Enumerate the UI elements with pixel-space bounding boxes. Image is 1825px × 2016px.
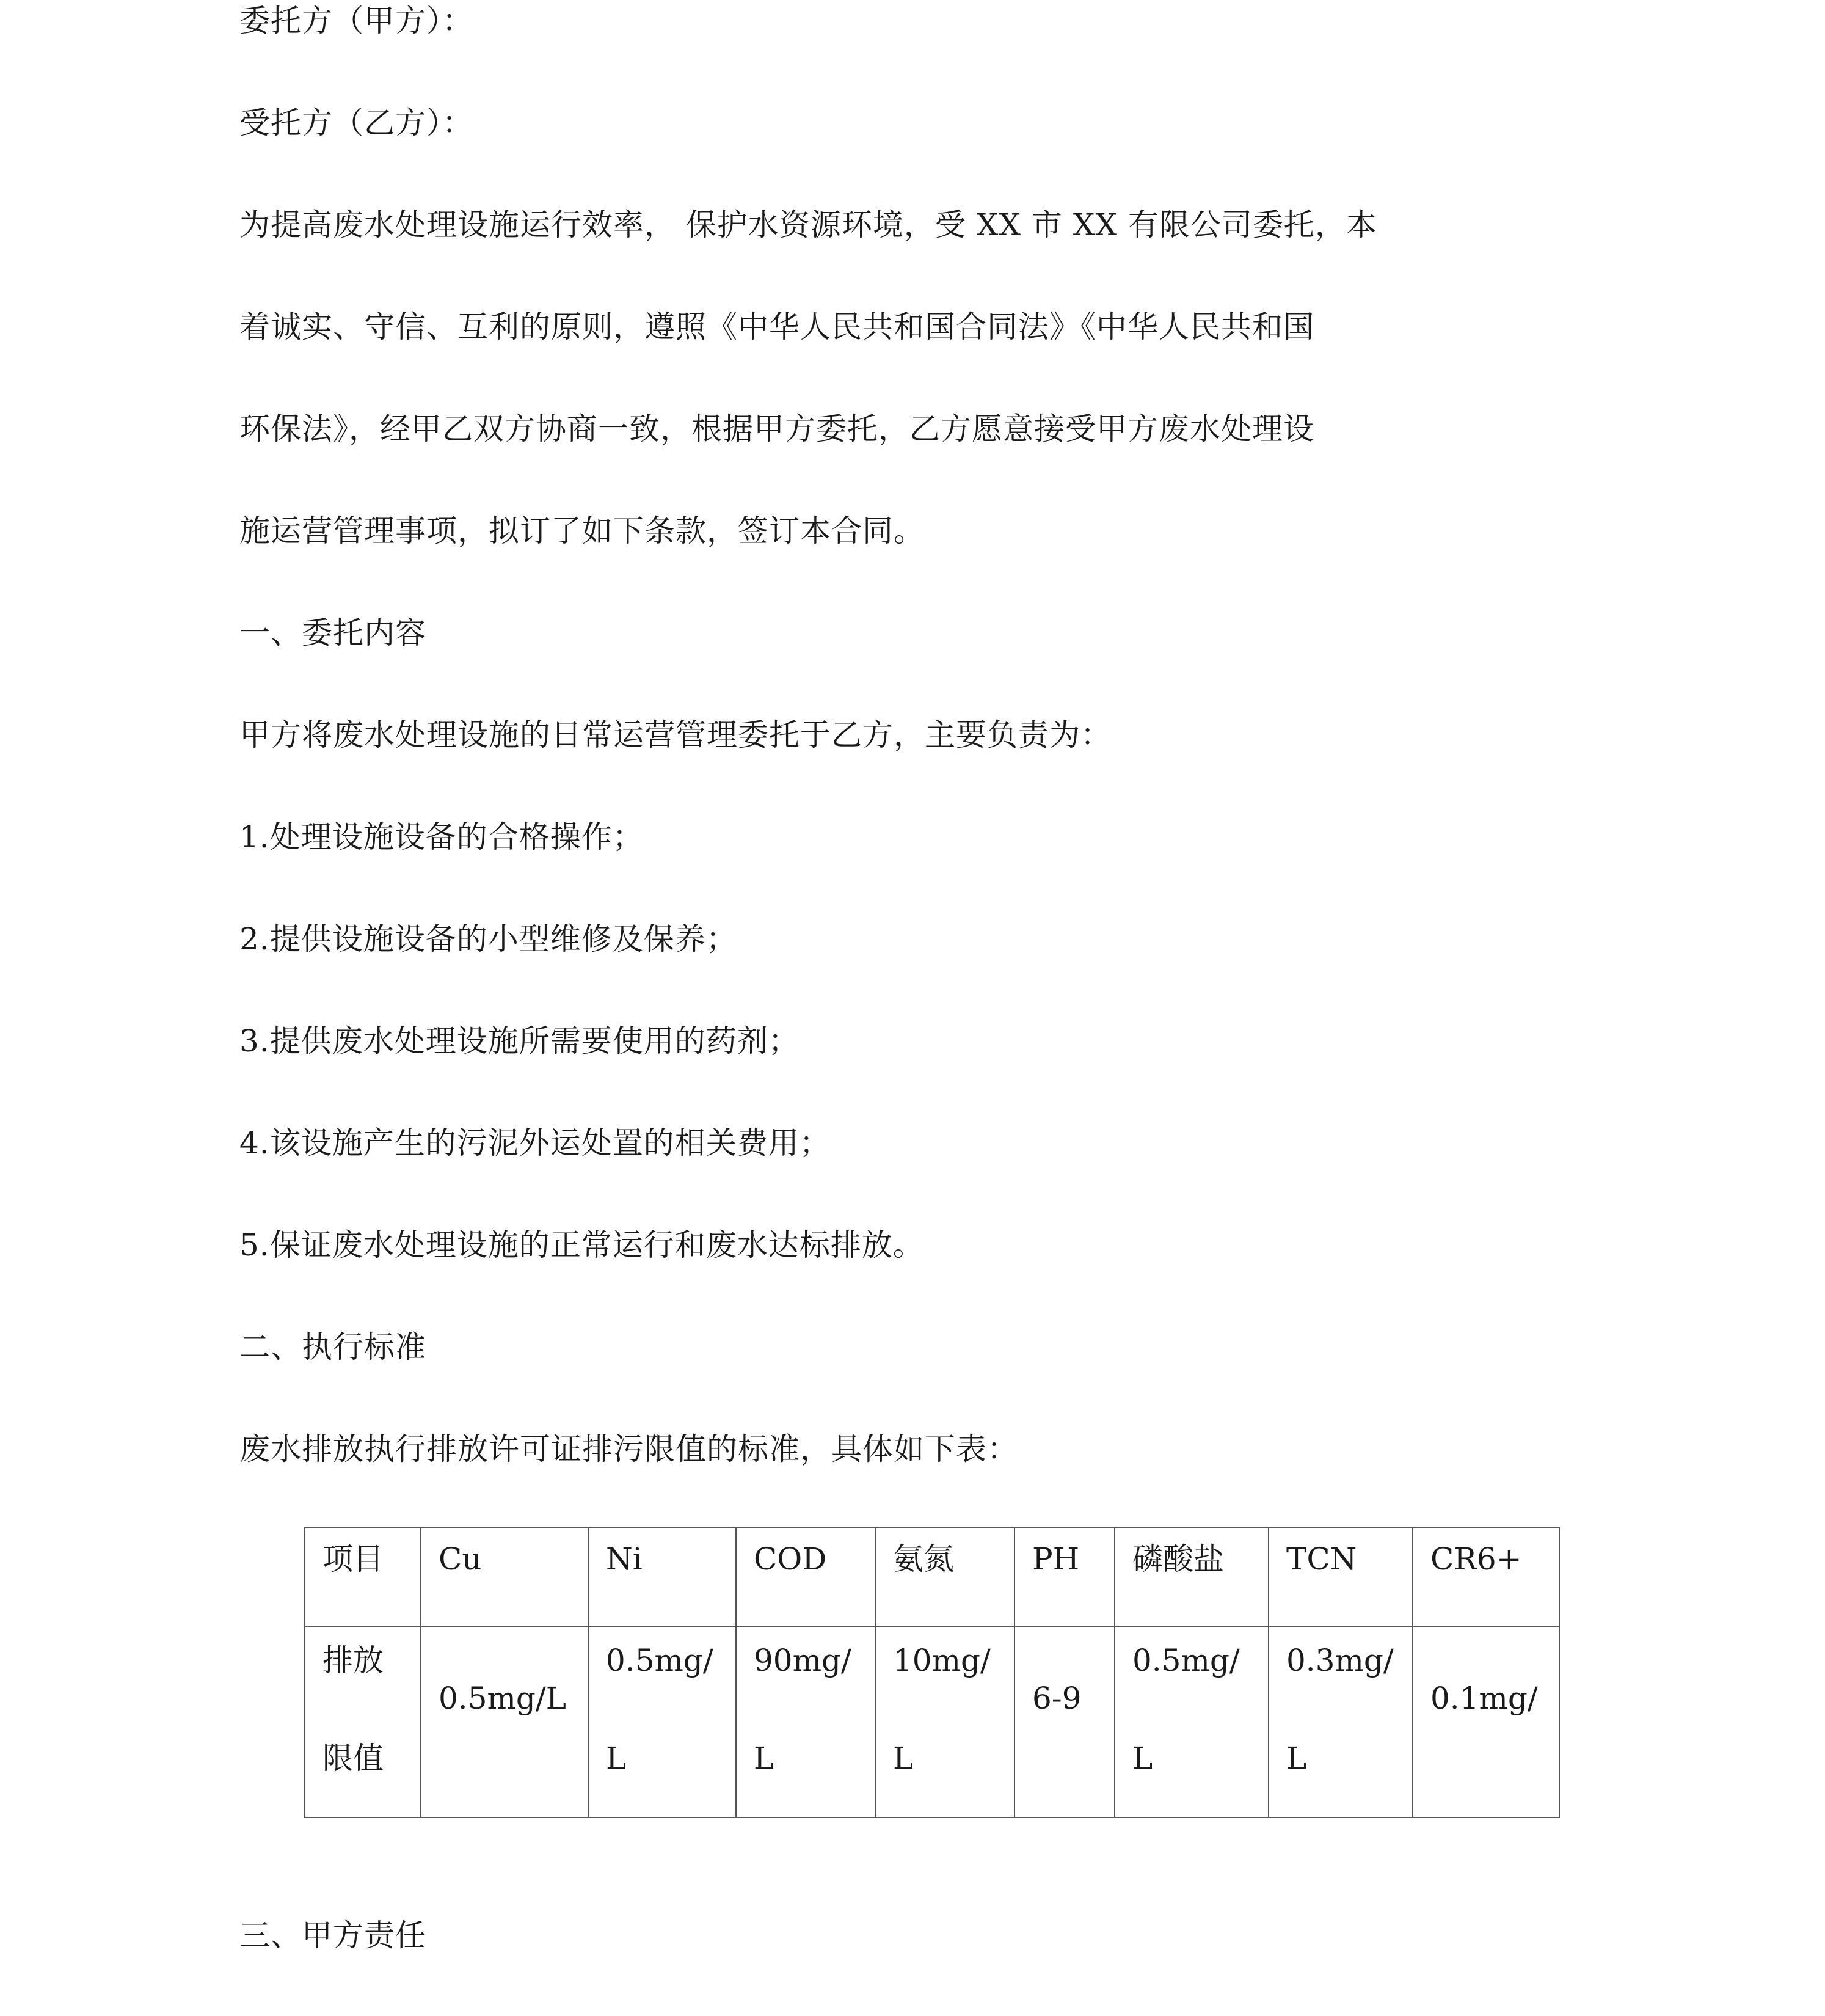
table-header-row xyxy=(305,1528,1559,1627)
emission-limits-table xyxy=(304,1527,1560,1818)
table-header-cell: 磷酸盐 xyxy=(1115,1528,1269,1627)
value-cell-phosphate: 0.5mg/ L xyxy=(1115,1627,1269,1817)
section1-item-2: 2.提供设施设备的小型维修及保养； xyxy=(239,921,737,957)
value-cell-cr6: 0.1mg/ xyxy=(1413,1627,1559,1817)
party-a-label: 委托方（甲方）： xyxy=(239,3,473,38)
intro-line-4: 施运营管理事项，拟订了如下条款，签订本合同。 xyxy=(239,513,925,549)
value-cell-ph: 6-9 xyxy=(1014,1627,1115,1817)
table-header-cell: Cu xyxy=(421,1528,588,1627)
intro-line-2: 着诚实、守信、互利的原则，遵照《中华人民共和国合同法》《中华人民共和国 xyxy=(239,309,1314,345)
value-cell-ammonia: 10mg/ L xyxy=(875,1627,1014,1817)
table-header-cell: Ni xyxy=(588,1528,736,1627)
section1-lead: 甲方将废水处理设施的日常运营管理委托于乙方，主要负责为： xyxy=(239,717,1112,753)
row-label-line-1: 排放 xyxy=(322,1643,384,1678)
table-header-cell: 氨氮 xyxy=(875,1528,1014,1627)
intro-line-1: 为提高废水处理设施运行效率， 保护水资源环境，受 XX 市 XX 有限公司委托，本 xyxy=(239,207,1377,243)
table-header-cell: COD xyxy=(736,1528,875,1627)
value-cell-cod: 90mg/ L xyxy=(736,1627,875,1817)
party-b-label: 受托方（乙方）： xyxy=(239,105,473,141)
table-header-cell: PH xyxy=(1014,1528,1115,1627)
section1-item-5: 5.保证废水处理设施的正常运行和废水达标排放。 xyxy=(239,1227,924,1263)
section1-item-3: 3.提供废水处理设施所需要使用的药剂； xyxy=(239,1023,800,1059)
section1-heading: 一、委托内容 xyxy=(239,615,426,651)
value-cell-cu: 0.5mg/L xyxy=(421,1627,588,1817)
table-row xyxy=(305,1627,1559,1817)
section1-item-1: 1.处理设施设备的合格操作； xyxy=(239,819,644,855)
section3-heading: 三、甲方责任 xyxy=(239,1918,426,1953)
section1-item-4: 4.该设施产生的污泥外运处置的相关费用； xyxy=(239,1125,831,1161)
value-cell-ni: 0.5mg/ L xyxy=(588,1627,736,1817)
intro-line-3: 环保法》，经甲乙双方协商一致，根据甲方委托，乙方愿意接受甲方废水处理设 xyxy=(239,411,1314,447)
row-label-cell xyxy=(305,1627,421,1817)
section2-heading: 二、执行标准 xyxy=(239,1329,426,1365)
section2-lead: 废水排放执行排放许可证排污限值的标准，具体如下表： xyxy=(239,1431,1018,1467)
row-label-line-2: 限值 xyxy=(322,1740,384,1776)
value-cell-tcn: 0.3mg/ L xyxy=(1269,1627,1413,1817)
table-header-cell: CR6+ xyxy=(1413,1528,1559,1627)
table-header-cell: TCN xyxy=(1269,1528,1413,1627)
table-header-cell: 项目 xyxy=(305,1528,421,1627)
